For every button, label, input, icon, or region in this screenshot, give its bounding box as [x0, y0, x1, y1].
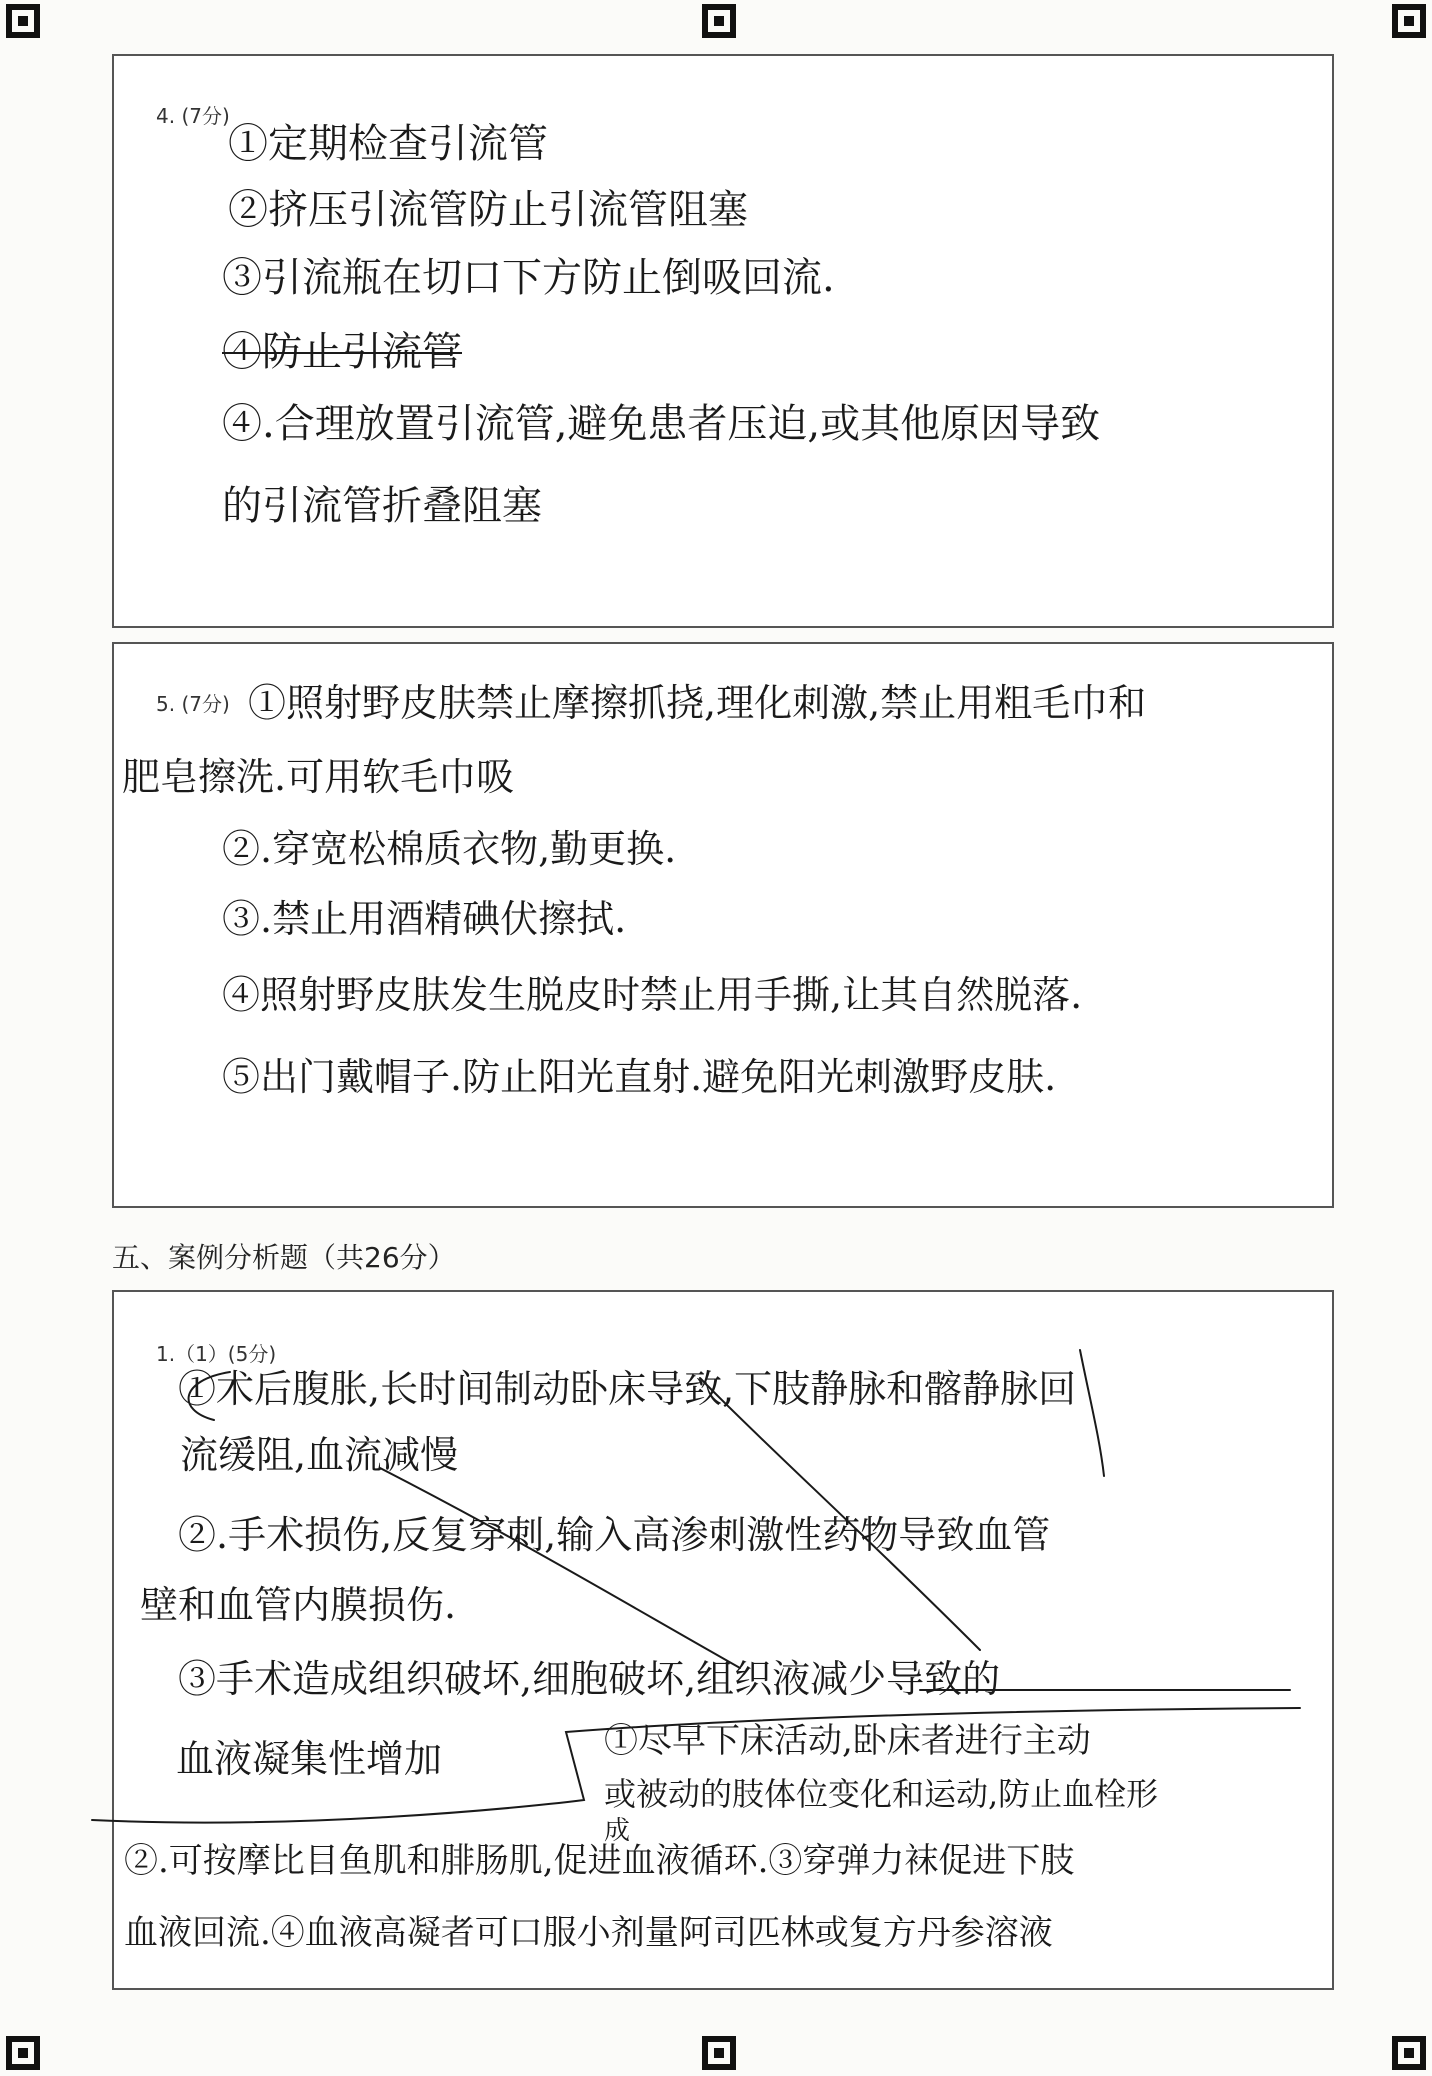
- registration-marker-top-center: [702, 4, 736, 38]
- question-label-q5: 5. (7分): [156, 692, 230, 716]
- answer-line: 壁和血管内膜损伤.: [140, 1583, 457, 1627]
- answer-line: 的引流管折叠阻塞: [222, 483, 542, 529]
- answer-line: ③手术造成组织破坏,细胞破坏,组织液减少导致的: [178, 1657, 1001, 1701]
- answer-line: ②.可按摩比目鱼肌和腓肠肌,促进血液循环.③穿弹力袜促进下肢: [124, 1841, 1075, 1881]
- registration-marker-top-left: [6, 4, 40, 38]
- answer-line: ①尽早下床活动,卧床者进行主动: [604, 1721, 1091, 1761]
- answer-line: 血液回流.④血液高凝者可口服小剂量阿司匹林或复方丹参溶液: [124, 1913, 1053, 1953]
- answer-line: 成: [604, 1816, 631, 1846]
- answer-line-struck: ④防止引流管: [222, 329, 462, 375]
- answer-line: ②.穿宽松棉质衣物,勤更换.: [222, 827, 677, 871]
- answer-line: 或被动的肢体位变化和运动,防止血栓形: [604, 1775, 1159, 1813]
- registration-marker-bottom-center: [702, 2036, 736, 2070]
- answer-line: 肥皂擦洗.可用软毛巾吸: [122, 755, 515, 799]
- answer-line: ③.禁止用酒精碘伏擦拭.: [222, 897, 627, 941]
- answer-line: ②挤压引流管防止引流管阻塞: [228, 187, 748, 233]
- answer-line: 流缓阻,血流减慢: [180, 1433, 459, 1477]
- answer-line: 血液凝集性增加: [176, 1737, 443, 1781]
- answer-line: ⑤出门戴帽子.防止阳光直射.避免阳光刺激野皮肤.: [222, 1055, 1057, 1099]
- answer-line: ④.合理放置引流管,避免患者压迫,或其他原因导致: [222, 401, 1101, 447]
- answer-line: ①照射野皮肤禁止摩擦抓挠,理化刺激,禁止用粗毛巾和: [248, 681, 1147, 725]
- answer-line: ①术后腹胀,长时间制动卧床导致,下肢静脉和髂静脉回: [178, 1367, 1077, 1411]
- answer-line: ④照射野皮肤发生脱皮时禁止用手撕,让其自然脱落.: [222, 973, 1083, 1017]
- answer-line: ①定期检查引流管: [228, 121, 548, 167]
- registration-marker-top-right: [1392, 4, 1426, 38]
- registration-marker-bottom-left: [6, 2036, 40, 2070]
- question-label-q4: 4. (7分): [156, 104, 230, 128]
- section-title-case-analysis: 五、案例分析题（共26分）: [112, 1241, 456, 1274]
- question-label-case1: 1.（1）(5分): [156, 1342, 277, 1366]
- answer-line: ③引流瓶在切口下方防止倒吸回流.: [222, 255, 835, 301]
- answer-line: ②.手术损伤,反复穿刺,输入高渗刺激性药物导致血管: [178, 1513, 1051, 1557]
- registration-marker-bottom-right: [1392, 2036, 1426, 2070]
